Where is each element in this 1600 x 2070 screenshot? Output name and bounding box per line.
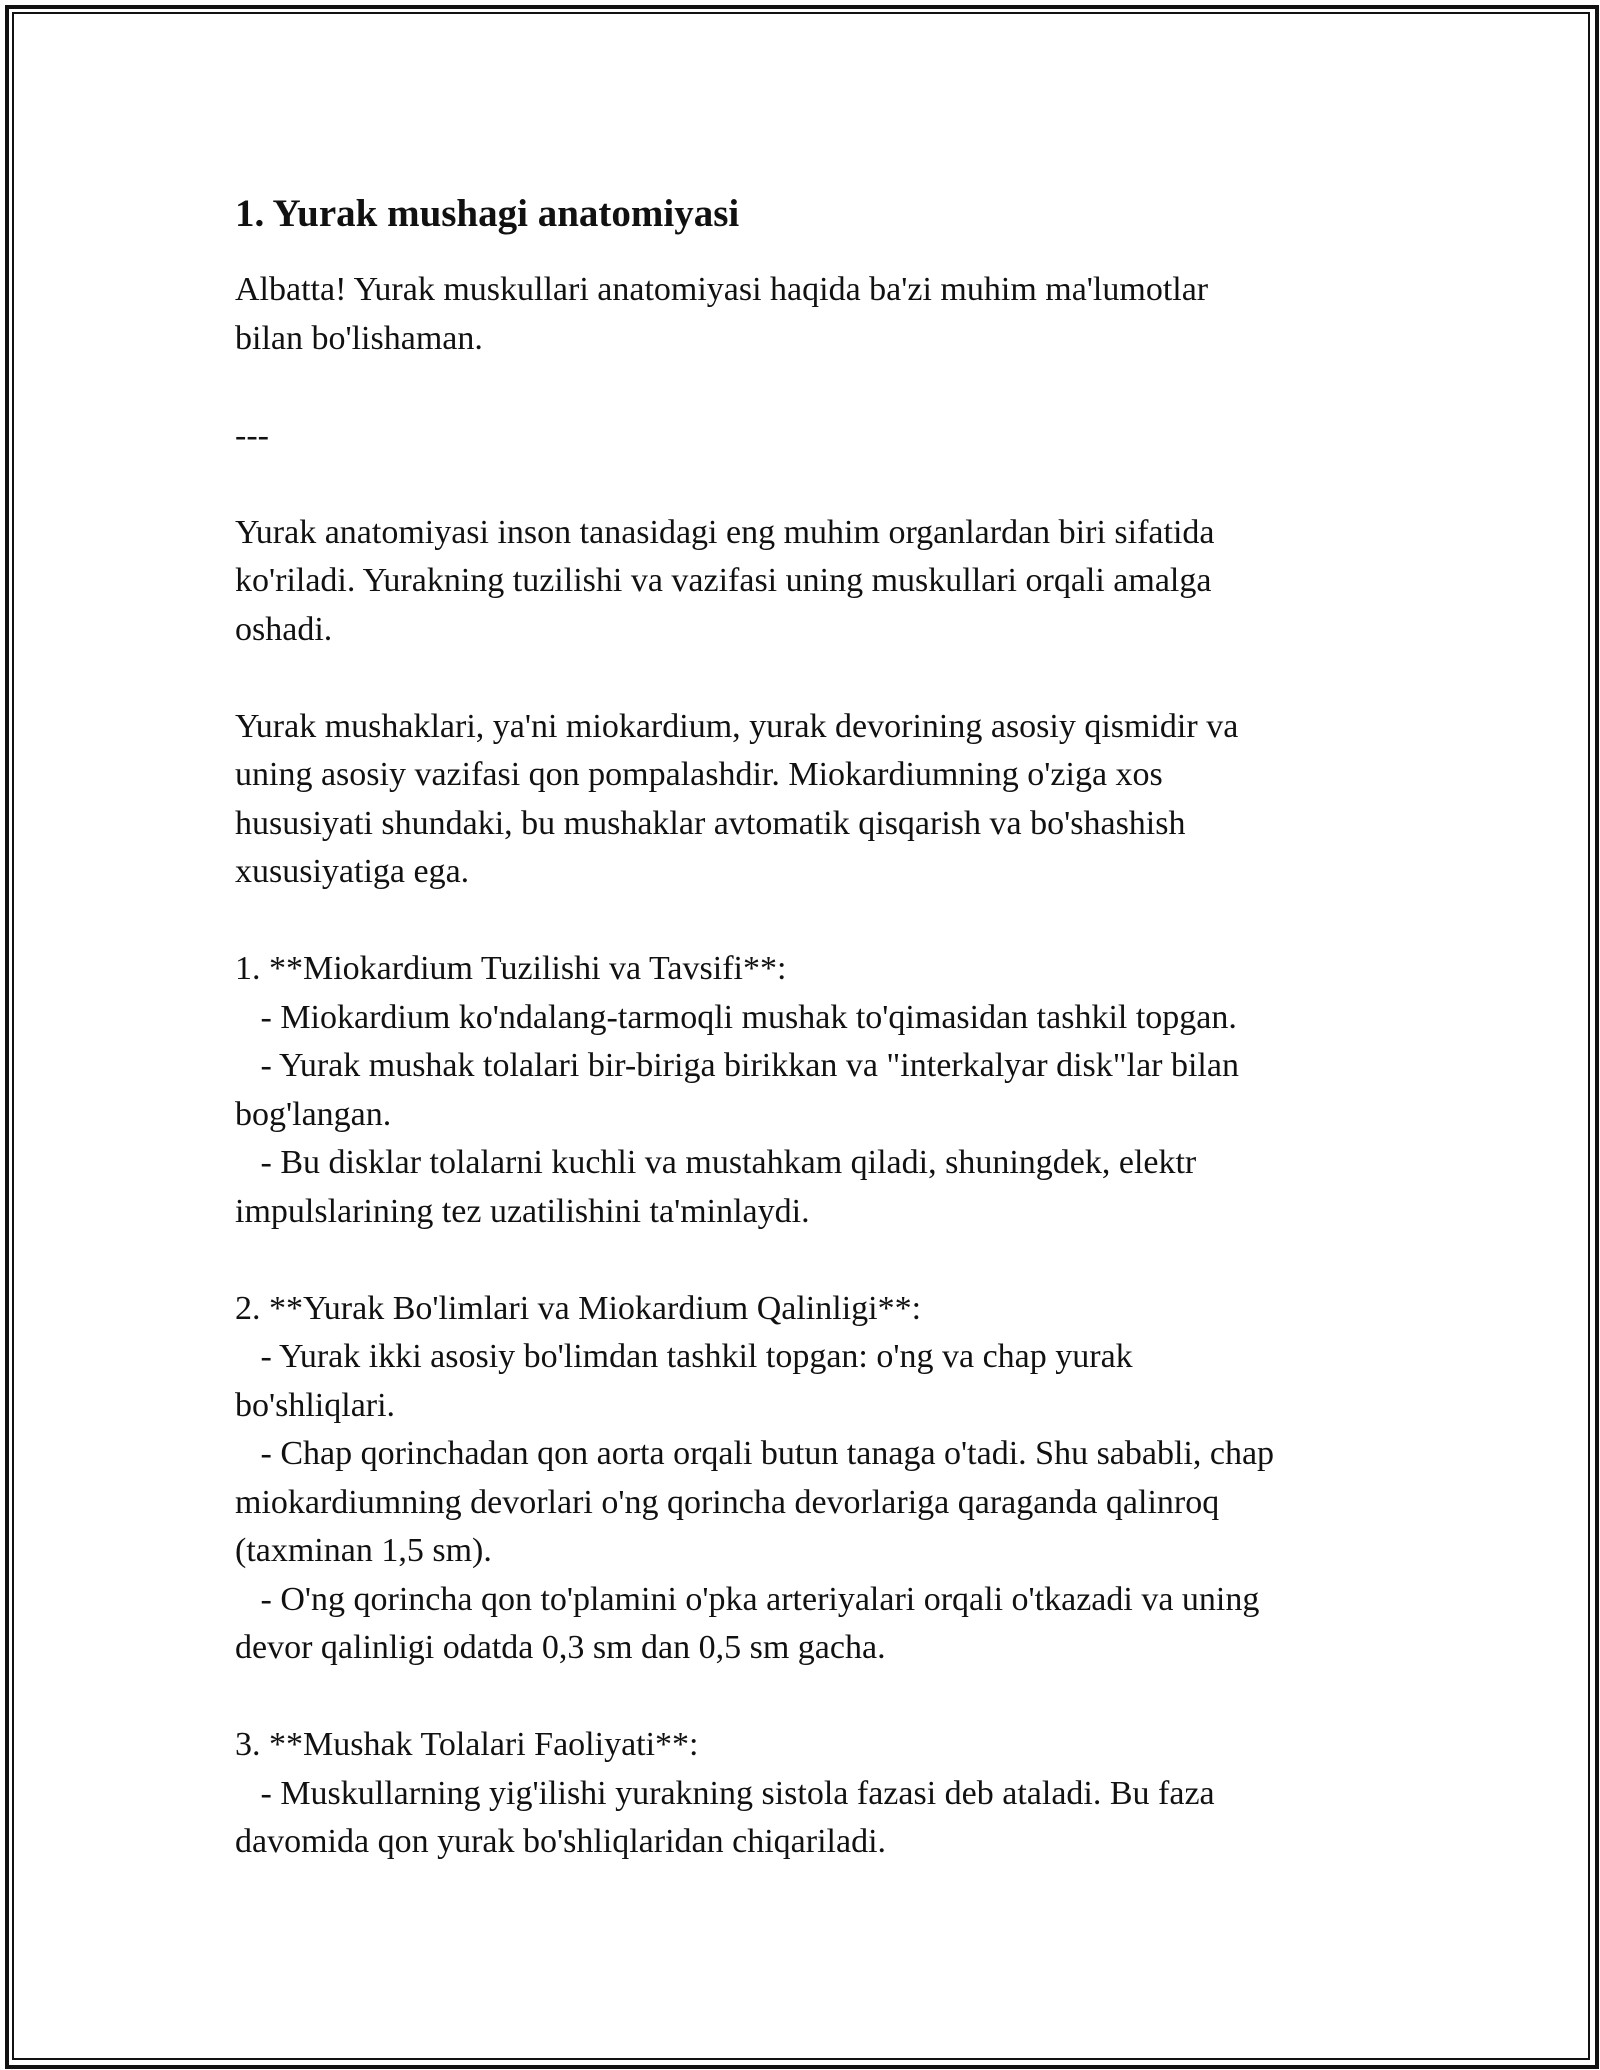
list-item: (taxminan 1,5 sm).	[235, 1532, 492, 1569]
text-line: Yurak mushaklari, ya'ni miokardium, yurak devorining asosiy qismidir va	[235, 707, 1239, 745]
text-line: ko'riladi. Yurakning tuzilishi va vazifasi uning muskullari orqali amalga	[235, 562, 1212, 599]
list-item: devor qalinligi odatda 0,3 sm dan 0,5 sm gacha.	[235, 1629, 886, 1666]
text-line: xususiyatiga ega.	[235, 853, 470, 890]
list-item: - Yurak ikki asosiy bo'limdan tashkil topgan: o'ng va chap yurak	[235, 1338, 1133, 1375]
text-line	[235, 654, 1375, 703]
list-heading: 2. **Yurak Bo'limlari va Miokardium Qalinligi**:	[235, 1289, 922, 1327]
list-item: - Bu disklar tolalarni kuchli va mustahkam qiladi, shuningdek, elektr	[235, 1144, 1197, 1181]
text-line	[235, 363, 1375, 412]
document-body	[235, 188, 1375, 1867]
text-line	[235, 1673, 1375, 1722]
list-item: impulslarining tez uzatilishini ta'minlaydi.	[235, 1192, 810, 1230]
list-item: - Chap qorinchadan qon aorta orqali butun tanaga o'tadi. Shu sababli, chap	[235, 1435, 1275, 1472]
text-line	[235, 897, 1375, 946]
text-line	[235, 1236, 1375, 1285]
list-item: - O'ng qorincha qon to'plamini o'pka arteriyalari orqali o'tkazadi va uning	[235, 1580, 1260, 1618]
list-item: bog'langan.	[235, 1095, 392, 1133]
text-line: Yurak anatomiyasi inson tanasidagi eng muhim organlardan biri sifatida	[235, 513, 1215, 551]
list-heading: 1. **Miokardium Tuzilishi va Tavsifi**:	[235, 950, 787, 987]
list-heading: 3. **Mushak Tolalari Faoliyati**:	[235, 1726, 699, 1763]
text-line: uning asosiy vazifasi qon pompalashdir. Miokardiumning o'ziga xos	[235, 756, 1163, 793]
text-line: hususiyati shundaki, bu mushaklar avtomatik qisqarish va bo'shashish	[235, 804, 1186, 842]
list-item: - Yurak mushak tolalari bir-biriga birikkan va "interkalyar disk"lar bilan	[235, 1047, 1239, 1084]
list-item: miokardiumning devorlari o'ng qorincha devorlariga qaraganda qalinroq	[235, 1483, 1220, 1521]
text-line: oshadi.	[235, 610, 333, 648]
document-title: 1. Yurak mushagi anatomiyasi	[235, 192, 740, 235]
separator-line: ---	[235, 416, 269, 454]
list-item: davomida qon yurak bo'shliqlaridan chiqariladi.	[235, 1823, 887, 1860]
text-line	[235, 460, 1375, 509]
text-line: Albatta! Yurak muskullari anatomiyasi haqida ba'zi muhim ma'lumotlar	[235, 271, 1209, 308]
document-text	[235, 266, 1375, 1867]
list-item: bo'shliqlari.	[235, 1386, 396, 1424]
list-item: - Muskullarning yig'ilishi yurakning sistola fazasi deb ataladi. Bu faza	[235, 1774, 1215, 1812]
list-item: - Miokardium ko'ndalang-tarmoqli mushak to'qimasidan tashkil topgan.	[235, 998, 1237, 1036]
text-line: bilan bo'lishaman.	[235, 319, 483, 357]
